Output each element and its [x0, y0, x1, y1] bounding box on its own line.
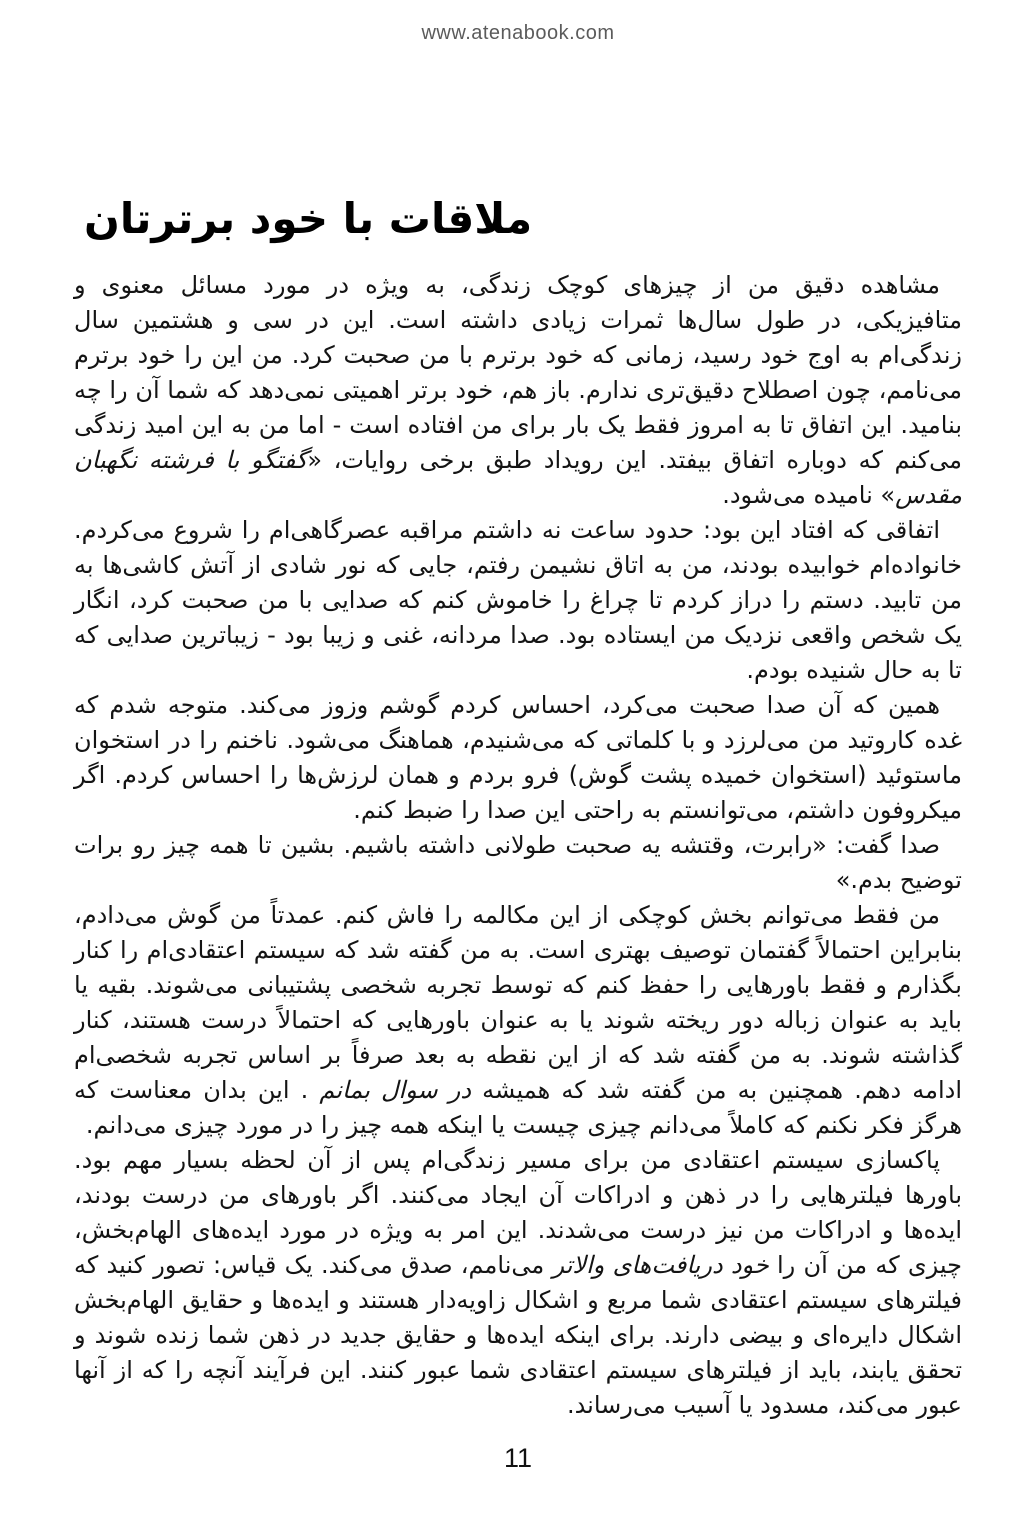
text-segment: . این بدان معناست که هرگز فکر نکنم که کاملاً می‌دانم چیزی چیست یا اینکه همه چیز را در مورد چیزی می‌دانم.: [74, 1076, 962, 1139]
text-segment: پاکسازی سیستم اعتقادی من برای مسیر زندگی‌ام پس از آن لحظه بسیار مهم بود. باورها فیلترهایی را در ذهن و ادراکات آن ایجاد می‌کنند. اگر باورهای من درست بودند، ایده‌ها و ادراکات من نیز درست می‌شدند. این امر به ویژه در مورد ایده‌های الهام‌بخش، چیزی که من آن را: [74, 1146, 962, 1279]
header-website-url: www.atenabook.com: [421, 22, 615, 44]
paragraph: [74, 688, 962, 828]
text-segment: » نامیده می‌شود.: [722, 481, 896, 509]
italic-phrase: در سوال بمانم: [319, 1076, 472, 1104]
italic-phrase: گفتگو با فرشته نگهبان مقدس: [74, 446, 962, 509]
paragraph: [74, 513, 962, 688]
italic-phrase: خود دریافت‌های والاتر: [552, 1251, 769, 1279]
text-segment: مشاهده دقیق من از چیزهای کوچک زندگی، به ویژه در مورد مسائل معنوی و متافیزیکی، در طول سال‌ها ثمرات زیادی داشته است. این در سی و هشتمین سال زندگی‌ام به اوج خود رسید، زمانی که خود برترم با من صحبت کرد. من این را خود برترم می‌نامم، چون اصطلاح دقیق‌تری ندارم. باز هم، خود برتر اهمیتی نمی‌دهد که شما آن را چه بنامید. این اتفاق تا به امروز فقط یک بار برای من افتاده است - اما من به این امید زندگی می‌کنم که دوباره اتفاق بیفتد. این رویداد طبق برخی روایات، «: [74, 271, 962, 474]
paragraph: [74, 268, 962, 513]
page-number: 11: [503, 1443, 533, 1473]
body-text-block: [74, 268, 962, 1423]
text-segment: می‌نامم، صدق می‌کند. یک قیاس: تصور کنید که فیلترهای سیستم اعتقادی شما مربع و اشکال زاویه‌دار هستند و ایده‌ها و حقایق الهام‌بخش اشکال دایره‌ای و بیضی دارند. برای اینکه ایده‌ها و حقایق جدید در ذهن شما زنده شوند و تحقق یابند، باید از فیلترهای سیستم اعتقادی شما عبور کنند. این فرآیند آنچه را که از آنها عبور می‌کند، مسدود یا آسیب می‌رساند.: [74, 1251, 962, 1419]
paragraph: [74, 1143, 962, 1423]
text-segment: صدا گفت: «رابرت، وقتشه یه صحبت طولانی داشته باشیم. بشین تا همه چیز رو برات توضیح بدم.»: [74, 831, 962, 894]
text-segment: همین که آن صدا صحبت می‌کرد، احساس کردم گوشم وزوز می‌کند. متوجه شدم که غده کاروتید من می‌لرزد و با کلماتی که می‌شنیدم، هماهنگ می‌شود. ناخنم را در استخوان ماستوئید (استخوان خمیده پشت گوش) فرو بردم و همان لرزش‌ها را احساس کردم. اگر میکروفون داشتم، می‌توانستم به راحتی این صدا را ضبط کنم.: [74, 691, 962, 824]
text-segment: من فقط می‌توانم بخش کوچکی از این مکالمه را فاش کنم. عمدتاً من گوش می‌دادم، بنابراین احتمالاً گفتمان توصیف بهتری است. به من گفته شد که سیستم اعتقادی‌ام را کنار بگذارم و فقط باورهایی را حفظ کنم که توسط تجربه شخصی پشتیبانی می‌شوند. بقیه یا باید به عنوان زباله دور ریخته شوند یا به عنوان باورهایی که احتمالاً درست هستند، کنار گذاشته شوند. به من گفته شد که از این نقطه به بعد صرفاً بر اساس تجربه شخصی‌ام ادامه دهم. همچنین به من گفته شد که همیشه: [74, 901, 963, 1104]
paragraph: [74, 828, 962, 898]
paragraph: [74, 898, 962, 1143]
chapter-title: ملاقات با خود برترتان: [84, 194, 533, 244]
text-segment: اتفاقی که افتاد این بود: حدود ساعت نه داشتم مراقبه عصرگاهی‌ام را شروع می‌کردم. خانواده‌ام خوابیده بودند، من به اتاق نشیمن رفتم، جایی که نور شادی از آتش کاشی‌ها به من تابید. دستم را دراز کردم تا چراغ را خاموش کنم که صدایی با من صحبت کرد، انگار یک شخص واقعی نزدیک من ایستاده بود. صدا مردانه، غنی و زیبا بود - زیباترین صدایی که تا به حال شنیده بودم.: [74, 516, 962, 684]
